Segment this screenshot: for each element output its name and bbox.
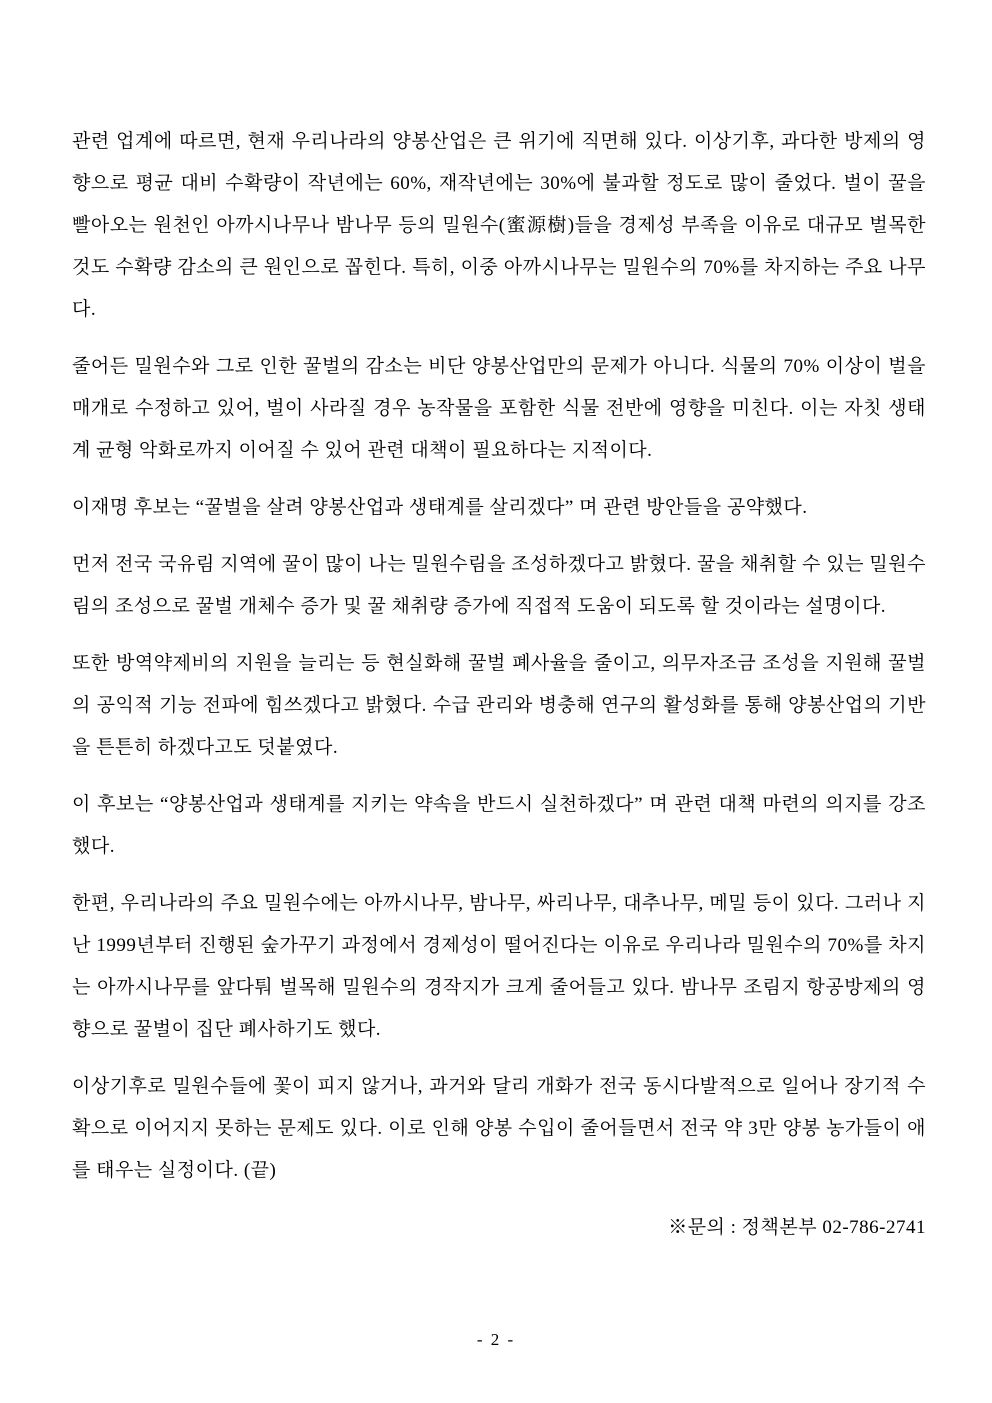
paragraph: 이 후보는 “양봉산업과 생태계를 지키는 약속을 반드시 실천하겠다” 며 관련 대책 마련의 의지를 강조했다.: [72, 794, 926, 857]
paragraph: 이재명 후보는 “꿀벌을 살려 양봉산업과 생태계를 살리겠다” 며 관련 방안들을 공약했다.: [72, 497, 808, 518]
paragraph: 또한 방역약제비의 지원을 늘리는 등 현실화해 꿀벌 폐사율을 줄이고, 의무자조금 조성을 지원해 꿀벌의 공익적 기능 전파에 힘쓰겠다고 밝혔다. 수급 관리와 병충해 연구의 활성화를 통해 양봉산업의 기반을 튼튼히 하겠다고도 덧붙였다.: [72, 653, 926, 758]
paragraph: 관련 업계에 따르면, 현재 우리나라의 양봉산업은 큰 위기에 직면해 있다. 이상기후, 과다한 방제의 영향으로 평균 대비 수확량이 작년에는 60%, 재작년에는 30%에 불과할 정도로 많이 줄었다. 벌이 꿀을 빨아오는 원천인 아까시나무나 밤나무 등의 밀원수(蜜源樹)들을 경제성 부족을 이유로 대규모 벌목한 것도 수확량 감소의 큰 원인으로 꼽힌다. 특히, 이중 아까시나무는 밀원수의 70%를 차지하는 주요 나무다.: [72, 131, 926, 320]
page-number: - 2 -: [476, 1330, 516, 1349]
paragraph: 줄어든 밀원수와 그로 인한 꿀벌의 감소는 비단 양봉산업만의 문제가 아니다. 식물의 70% 이상이 벌을 매개로 수정하고 있어, 벌이 사라질 경우 농작물을 포함한 식물 전반에 영향을 미친다. 이는 자칫 생태계 균형 악화로까지 이어질 수 있어 관련 대책이 필요하다는 지적이다.: [72, 356, 926, 461]
paragraph: 먼저 전국 국유림 지역에 꿀이 많이 나는 밀원수림을 조성하겠다고 밝혔다. 꿀을 채취할 수 있는 밀원수림의 조성으로 꿀벌 개체수 증가 및 꿀 채취량 증가에 직접적 도움이 되도록 할 것이라는 설명이다.: [72, 554, 926, 617]
paragraph: 이상기후로 밀원수들에 꽃이 피지 않거나, 과거와 달리 개화가 전국 동시다발적으로 일어나 장기적 수확으로 이어지지 못하는 문제도 있다. 이로 인해 양봉 수입이 줄어들면서 전국 약 3만 양봉 농가들이 애를 태우는 실정이다. (끝): [72, 1076, 926, 1181]
contact-info: ※문의 : 정책본부 02-786-2741: [668, 1217, 926, 1238]
document-body: [72, 121, 926, 1249]
paragraph: 한편, 우리나라의 주요 밀원수에는 아까시나무, 밤나무, 싸리나무, 대추나무, 메밀 등이 있다. 그러나 지난 1999년부터 진행된 숲가꾸기 과정에서 경제성이 떨어진다는 이유로 우리나라 밀원수의 70%를 차지는 아까시나무를 앞다퉈 벌목해 밀원수의 경작지가 크게 줄어들고 있다. 밤나무 조림지 항공방제의 영향으로 꿀벌이 집단 폐사하기도 했다.: [72, 893, 926, 1040]
